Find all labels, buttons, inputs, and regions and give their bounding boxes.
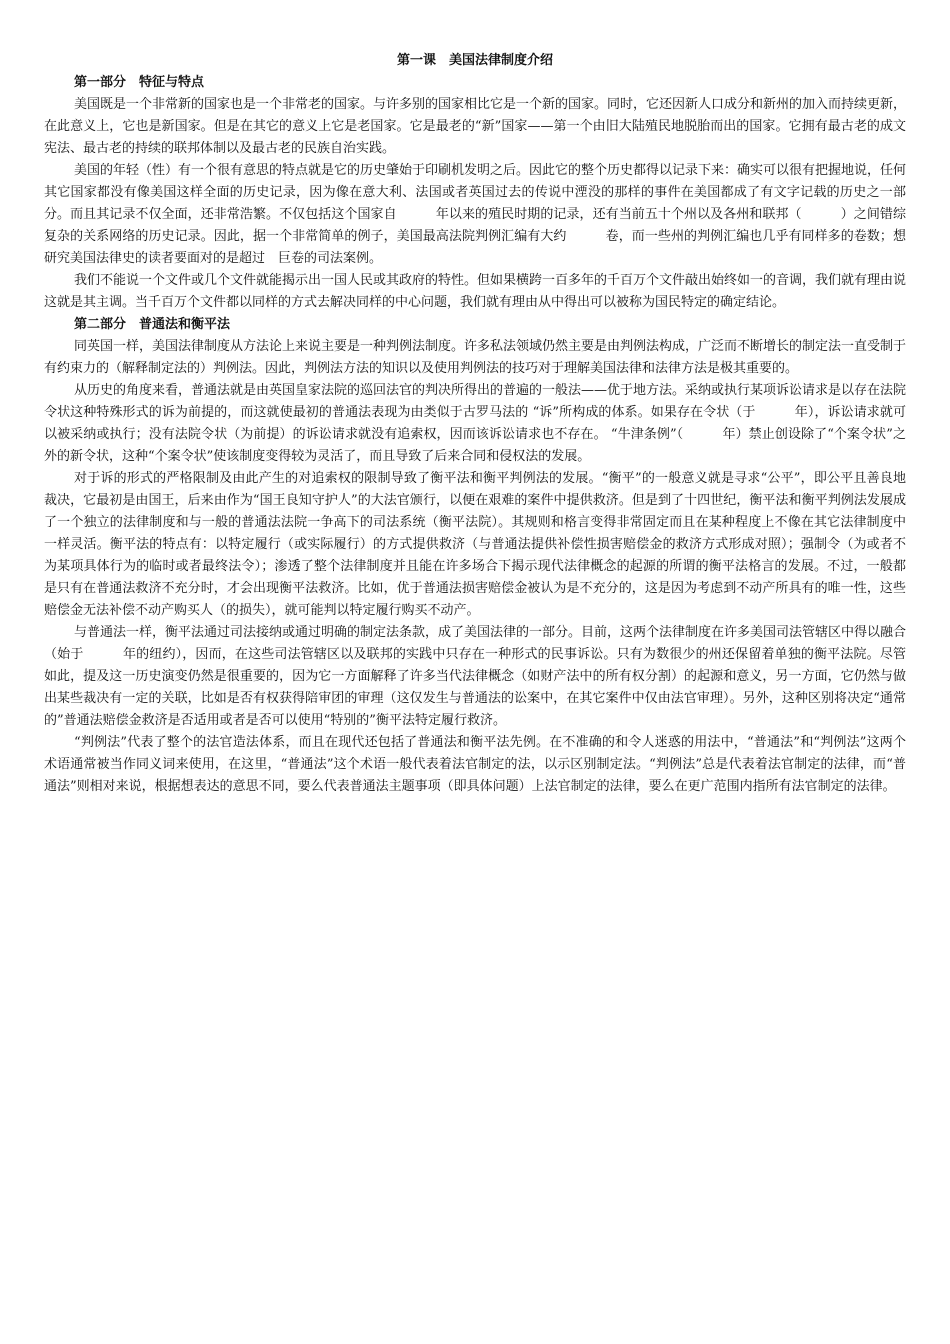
section-heading-1: 第一部分 特征与特点 — [74, 75, 205, 90]
document-title: 第一课 美国法律制度介绍 — [396, 53, 553, 68]
paragraph: 美国既是一个非常新的国家也是一个非常老的国家。与许多别的国家相比它是一个新的国家。同时，它还因新人口成分和新州的加入而持续更新，在此意义上，它也是新国家。但是在其它的意义上它是老国家。它是最老的“新”国家——第一个由旧大陆殖民地脱胎而出的国家。它拥有最古老的成文宪法、最古老的持续的联邦体制以及最古老的民族自治实践。 — [44, 97, 907, 156]
section-heading-2: 第二部分 普通法和衡平法 — [74, 317, 231, 332]
paragraph: 与普通法一样，衡平法通过司法接纳或通过明确的制定法条款，成了美国法律的一部分。目前，这两个法律制度在许多美国司法管辖区中得以融合（始于 年的纽约），因而，在这些司法管辖区以及联邦的实践中只存在一种形式的民事诉讼。只有为数很少的州还保留着单独的衡平法院。尽管如此，提及这一历史演变仍然是很重要的，因为它一方面解释了许多当代法律概念（如财产法中的所有权分割）的起源和意义，另一方面，它仍然与做出某些裁决有一定的关联，比如是否有权获得陪审团的审理（这仅发生与普通法的讼案中，在其它案件中仅由法官审理）。另外，这种区别将决定“通常的”普通法赔偿金救济是否适用或者是否可以使用“特别的”衡平法特定履行救济。 — [44, 625, 907, 728]
paragraph: 同英国一样，美国法律制度从方法论上来说主要是一种判例法制度。许多私法领域仍然主要是由判例法构成，广泛而不断增长的制定法一直受制于有约束力的（解释制定法的）判例法。因此，判例法方法的知识以及使用判例法的技巧对于理解美国法律和法律方法是极其重要的。 — [44, 339, 907, 376]
paragraph: 美国的年轻（性）有一个很有意思的特点就是它的历史肇始于印刷机发明之后。因此它的整个历史都得以记录下来：确实可以很有把握地说，任何其它国家都没有像美国这样全面的历史记录，因为像在意大利、法国或者英国过去的传说中湮没的那样的事件在美国都成了有文字记载的历史之一部分。而且其记录不仅全面，还非常浩繁。不仅包括这个国家自 年以来的殖民时期的记录，还有当前五十个州以及各州和联邦（ ）之间错综复杂的关系网络的历史记录。因此，据一个非常简单的例子，美国最高法院判例汇编有大约 卷，而一些州的判例汇编也几乎有同样多的卷数；想研究美国法律史的读者要面对的是超过 巨卷的司法案例。 — [44, 163, 907, 266]
paragraph: “判例法”代表了整个的法官造法体系，而且在现代还包括了普通法和衡平法先例。在不准确的和令人迷惑的用法中，“普通法”和“判例法”这两个术语通常被当作同义词来使用，在这里，“普通法”这个术语一般代表着法官制定的法，以示区别制定法。“判例法”总是代表着法官制定的法律，而“普通法”则相对来说，根据想表达的意思不同，要么代表普通法主题事项（即具体问题）上法官制定的法律，要么在更广范围内指所有法官制定的法律。 — [44, 735, 906, 794]
paragraph: 对于诉的形式的严格限制及由此产生的对追索权的限制导致了衡平法和衡平判例法的发展。“衡平”的一般意义就是寻求“公平”，即公平且善良地裁决，它最初是由国王，后来由作为“国王良知守护人”的大法官颁行，以便在艰难的案件中提供救济。但是到了十四世纪，衡平法和衡平判例法发展成了一个独立的法律制度和与一般的普通法法院一争高下的司法系统（衡平法院）。其规则和格言变得非常固定而且在某种程度上不像在其它法律制度中一样灵活。衡平法的特点有：以特定履行（或实际履行）的方式提供救济（与普通法提供补偿性损害赔偿金的救济方式形成对照）；强制令（为或者不为某项具体行为的临时或者最终法令）；渗透了整个法律制度并且能在许多场合下揭示现代法律概念的起源的所谓的衡平法格言的发展。不过，一般都是只有在普通法救济不充分时，才会出现衡平法救济。比如，优于普通法损害赔偿金被认为是不充分的，这是因为考虑到不动产所具有的唯一性，这些赔偿金无法补偿不动产购买人（的损失），就可能判以特定履行购买不动产。 — [44, 471, 906, 618]
paragraph: 我们不能说一个文件或几个文件就能揭示出一国人民或其政府的特性。但如果横跨一百多年的千百万个文件敲出始终如一的音调，我们就有理由说这就是其主调。当千百万个文件都以同样的方式去解决同样的中心问题，我们就有理由从中得出可以被称为国民特定的确定结论。 — [44, 273, 907, 310]
paragraph: 从历史的角度来看，普通法就是由英国皇家法院的巡回法官的判决所得出的普遍的一般法——优于地方法。采纳或执行某项诉讼请求是以存在法院令状这种特殊形式的诉为前提的，而这就使最初的普通法表现为由类似于古罗马法的 “诉”所构成的体系。如果存在令状（于 年），诉讼请求就可以被采纳或执行；没有法院令状（为前提）的诉讼请求就没有追索权，因而该诉讼请求也不存在。 “牛津条例”（ 年）禁止创设除了“个案令状”之外的新令状，这种“个案令状”使该制度变得较为灵活了，而且导致了后来合同和侵权法的发展。 — [44, 383, 907, 464]
document-page — [44, 50, 906, 798]
